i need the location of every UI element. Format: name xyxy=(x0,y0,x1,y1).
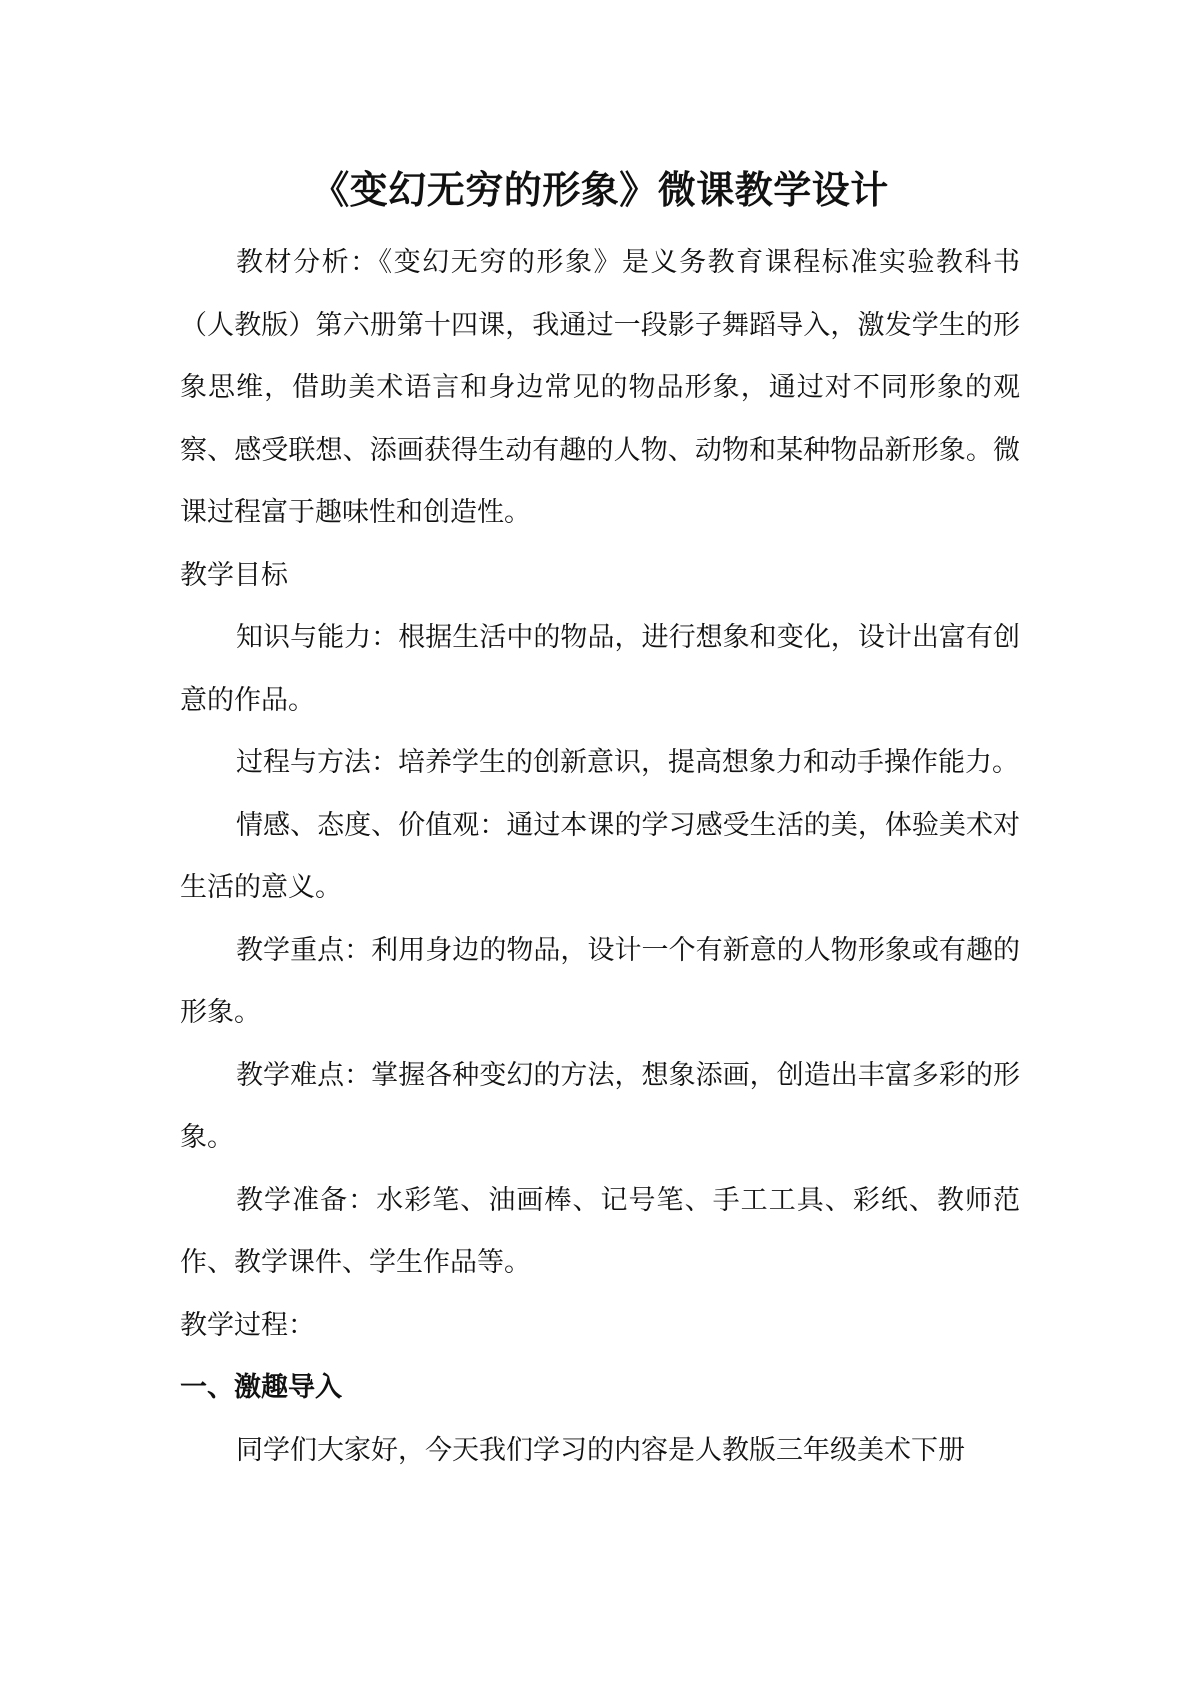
goal-knowledge-paragraph: 知识与能力：根据生活中的物品，进行想象和变化，设计出富有创意的作品。 xyxy=(180,622,1020,716)
difficulty-paragraph: 教学难点：掌握各种变幻的方法，想象添画，创造出丰富多彩的形象。 xyxy=(180,1059,1020,1153)
goal-emotion-paragraph: 情感、态度、价值观：通过本课的学习感受生活的美，体验美术对生活的意义。 xyxy=(180,809,1020,903)
analysis-paragraph: 教材分析：《变幻无穷的形象》是义务教育课程标准实验教科书（人教版）第六册第十四课，我通过一段影子舞蹈导入，激发学生的形象思维，借助美术语言和身边常见的物品形象，通过对不同形象的观察、感受联想、添画获得生动有趣的人物、动物和某种物品新形象。微课过程富于趣味性和创造性。 xyxy=(180,247,1020,528)
goal-process-paragraph: 过程与方法：培养学生的创新意识，提高想象力和动手操作能力。 xyxy=(236,747,1019,778)
section1-paragraph: 同学们大家好，今天我们学习的内容是人教版三年级美术下册 xyxy=(236,1434,965,1466)
document-title: 《变幻无穷的形象》微课教学设计 xyxy=(311,168,889,212)
process-heading: 教学过程： xyxy=(180,1309,315,1341)
goals-heading: 教学目标 xyxy=(180,559,288,591)
section1-heading: 一、激趣导入 xyxy=(180,1372,342,1403)
document-page xyxy=(180,158,1020,1482)
key-point-paragraph: 教学重点：利用身边的物品，设计一个有新意的人物形象或有趣的形象。 xyxy=(180,934,1020,1028)
preparation-paragraph: 教学准备：水彩笔、油画棒、记号笔、手工工具、彩纸、教师范作、教学课件、学生作品等。 xyxy=(180,1184,1020,1278)
